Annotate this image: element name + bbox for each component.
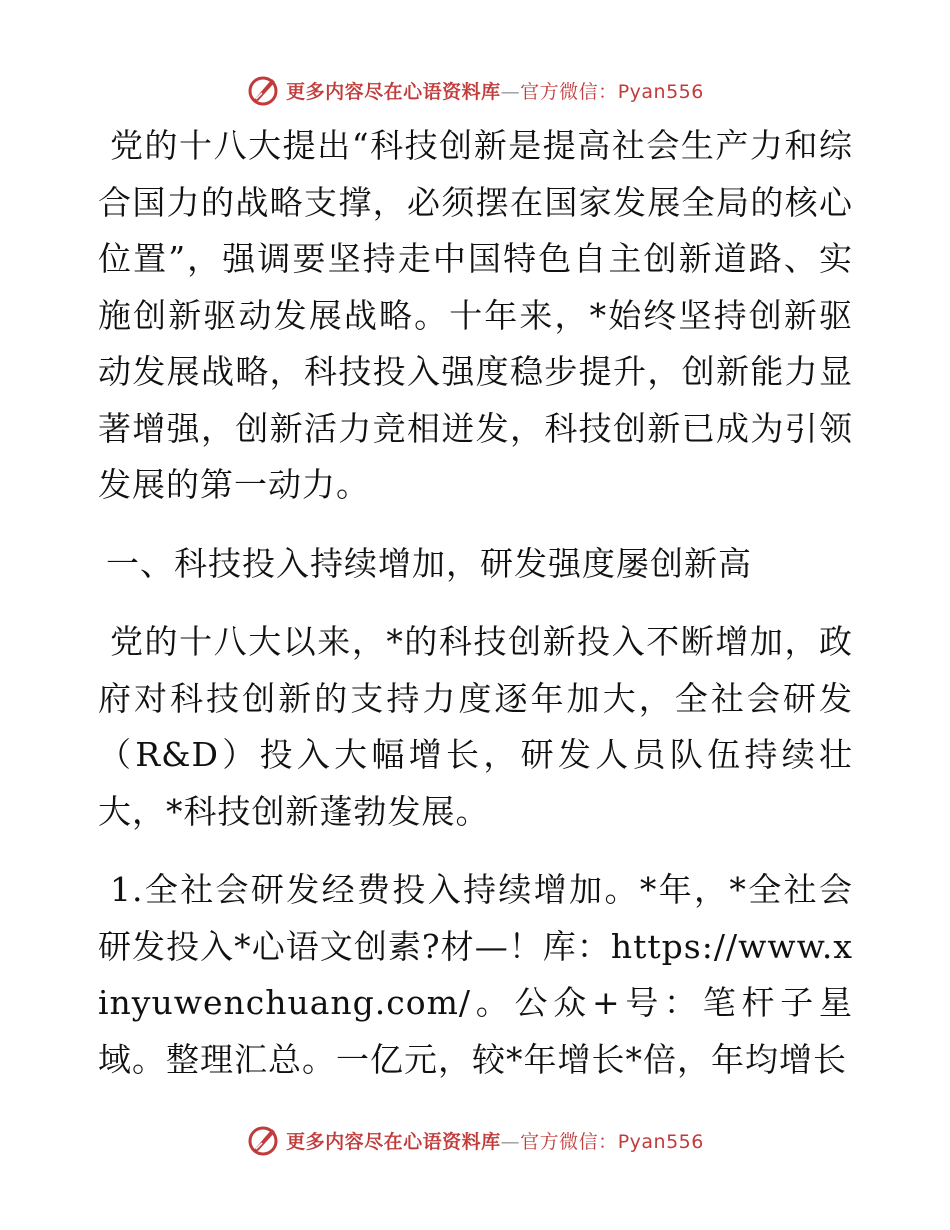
intro-paragraph: 党的十八大提出“科技创新是提高社会生产力和综合国力的战略支撑，必须摆在国家发展全局的核心位置”，强调要坚持走中国特色自主创新道路、实施创新驱动发展战略。十年来，*始终坚持创新驱动发展战略，科技投入强度稳步提升，创新能力显著增强，创新活力竞相迸发，科技创新已成为引领发展的第一动力。 — [98, 126, 853, 504]
banner-separator: — — [500, 1130, 521, 1153]
banner-text — [286, 77, 704, 104]
document-body — [98, 118, 853, 1088]
quill-pen-logo-icon — [246, 1123, 280, 1157]
item-paragraph: 1.全社会研发经费投入持续增加。*年，*全社会研发投入*心语文创素?材—！库：https://www.xinyuwenchuang.com/。公众+号：笔杆子星域。整理汇总。一亿元，较*年增长*倍，年均增长 — [98, 870, 853, 1079]
banner-title: 更多内容尽在心语资料库 — [286, 80, 501, 103]
banner-wechat-label: 官方微信： — [520, 80, 618, 103]
banner-wechat-id: Pyan556 — [617, 80, 704, 103]
banner-wechat-label: 官方微信： — [520, 1130, 618, 1153]
header-banner — [0, 70, 950, 110]
section-heading: 一、科技投入持续增加，研发强度屡创新高 — [106, 543, 752, 583]
banner-text — [286, 1127, 704, 1154]
banner-title: 更多内容尽在心语资料库 — [286, 1130, 501, 1153]
quill-pen-logo-icon — [246, 73, 280, 107]
footer-banner — [0, 1120, 950, 1160]
section-paragraph: 党的十八大以来，*的科技创新投入不断增加，政府对科技创新的支持力度逐年加大，全社会研发（R&D）投入大幅增长，研发人员队伍持续壮大，*科技创新蓬勃发展。 — [98, 622, 853, 831]
banner-wechat-id: Pyan556 — [617, 1130, 704, 1153]
banner-separator: — — [500, 80, 521, 103]
